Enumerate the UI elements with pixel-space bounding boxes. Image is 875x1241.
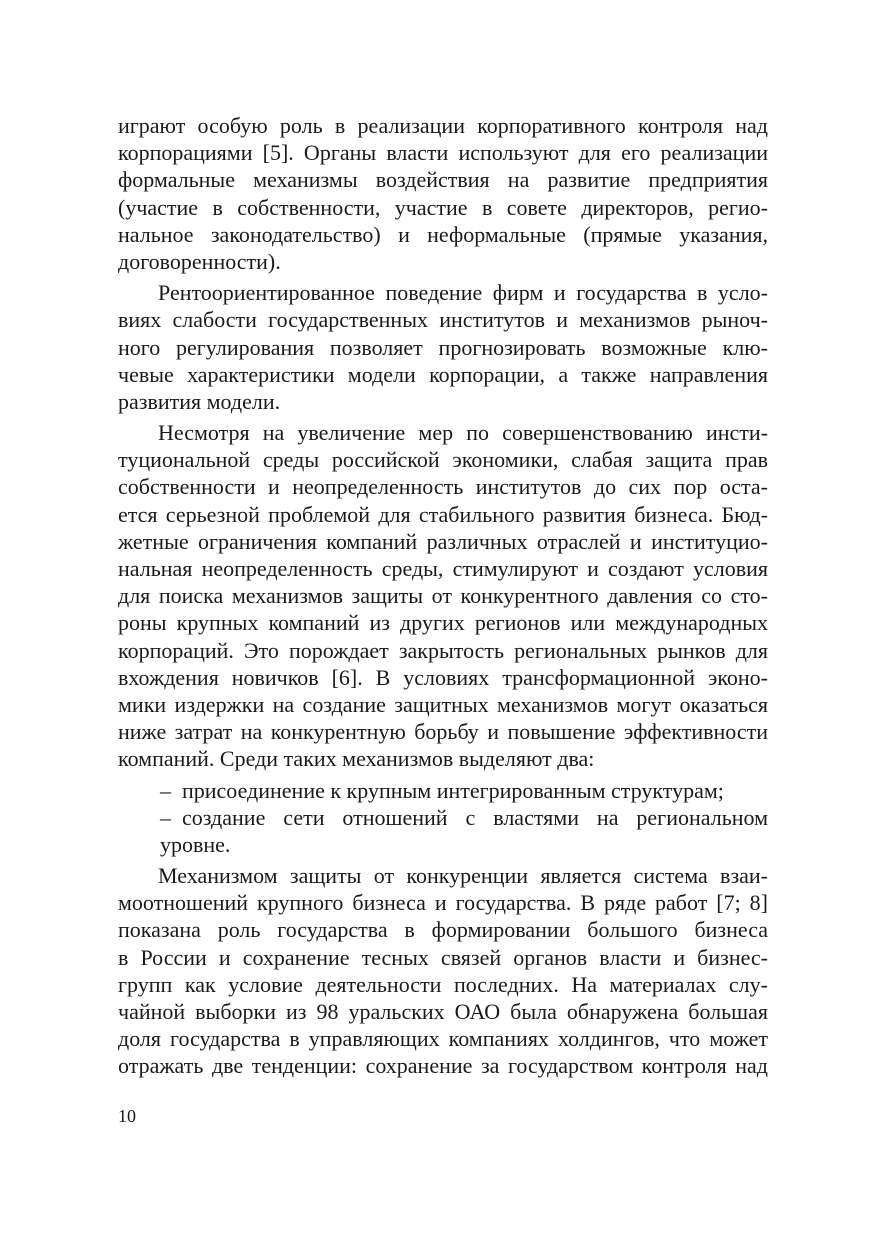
list-marker: –: [160, 804, 171, 830]
text-line: корпорациями [5]. Органы власти используют для его реализации: [118, 140, 768, 166]
text-line: отражать две тенденции: сохранение за государством контроля над: [118, 1053, 768, 1079]
text-line: нальное законодательство) и неформальные (прямые указания,: [118, 221, 768, 247]
list-item-text: присоединение к крупным интегрированным структурам;: [182, 777, 724, 803]
list-item: [118, 777, 768, 804]
text-line: нальная неопределенность среды, стимулируют и создают условия: [118, 556, 768, 581]
dash-list: [118, 777, 768, 859]
text-line: в России и сохранение тесных связей органов власти и бизнес-: [118, 944, 768, 970]
text-line: роны крупных компаний из других регионов или международных: [118, 610, 768, 636]
text-line: чайной выборки из 98 уральских ОАО была обнаружена большая: [118, 999, 768, 1024]
text-line: корпораций. Это порождает закрытость региональных рынков для: [118, 637, 768, 663]
text-line: играют особую роль в реализации корпоративного контроля над: [118, 113, 768, 138]
text-line: ется серьезной проблемой для стабильного развития бизнеса. Бюд-: [118, 501, 768, 527]
text-line: ниже затрат на конкурентную борьбу и повышение эффективности: [118, 719, 768, 745]
text-line: договоренности).: [118, 248, 281, 274]
paragraph-4: [118, 862, 768, 1080]
paragraph-3: [118, 419, 768, 772]
text-line: развития модели.: [118, 388, 281, 414]
text-line: Рентоориентированное поведение фирм и государства в усло-: [158, 280, 768, 306]
text-line: (участие в собственности, участие в совете директоров, регио-: [118, 194, 768, 220]
text-line: чевые характеристики модели корпорации, а также направления: [118, 361, 768, 387]
body-text: [118, 112, 768, 1084]
paragraph-1: [118, 112, 768, 275]
paragraph-2: [118, 279, 768, 415]
text-line: Механизмом защиты от конкуренции является система взаи-: [158, 863, 768, 889]
text-line: моотношений крупного бизнеса и государства. В ряде работ [7; 8]: [118, 890, 768, 916]
text-line: собственности и неопределенность институтов до сих пор оста-: [118, 474, 768, 500]
text-line: формальные механизмы воздействия на развитие предприятия: [118, 167, 768, 193]
text-line: вхождения новичков [6]. В условиях трансформационной эконо-: [118, 664, 768, 690]
text-line: компаний. Среди таких механизмов выделяют два:: [118, 746, 595, 772]
text-line: мики издержки на создание защитных механизмов могут оказаться: [118, 691, 768, 717]
text-line: Несмотря на увеличение мер по совершенствованию инсти-: [158, 420, 768, 446]
list-item: [118, 804, 768, 831]
text-line: групп как условие деятельности последних. На материалах слу-: [118, 971, 768, 997]
text-line: показана роль государства в формировании большого бизнеса: [118, 917, 768, 943]
list-marker: –: [160, 777, 171, 803]
text-line: виях слабости государственных институтов и механизмов рыноч-: [118, 307, 768, 333]
text-line: жетные ограничения компаний различных отраслей и институцио-: [118, 528, 768, 554]
text-line: для поиска механизмов защиты от конкурентного давления со сто-: [118, 583, 768, 609]
text-line: доля государства в управляющих компаниях холдингов, что может: [118, 1026, 768, 1052]
text-line: туциональной среды российской экономики, слабая защита прав: [118, 447, 768, 473]
text-line: ного регулирования позволяет прогнозировать возможные клю-: [118, 334, 768, 360]
page-number: 10: [118, 1106, 136, 1126]
list-item-text: создание сети отношений с властями на региональном: [182, 804, 768, 830]
list-item-text: уровне.: [160, 831, 231, 857]
